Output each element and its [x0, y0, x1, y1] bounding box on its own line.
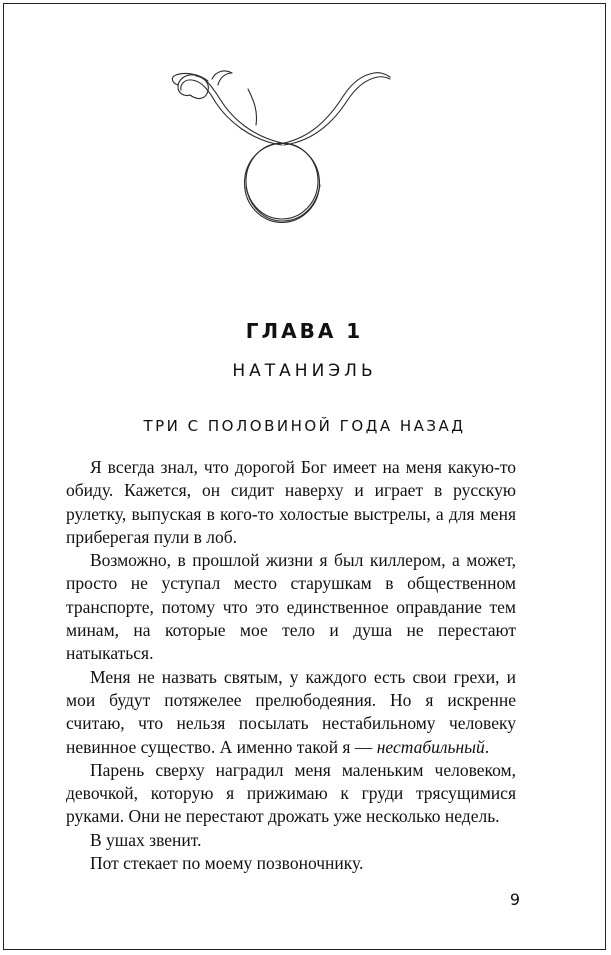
paragraph: В ушах звенит.	[90, 829, 202, 850]
chapter-title: ГЛАВА 1	[245, 319, 364, 343]
time-heading: ТРИ С ПОЛОВИНОЙ ГОДА НАЗАД	[143, 417, 466, 435]
book-page	[3, 3, 606, 950]
paragraph: Пот стекает по моему позвоночнику.	[90, 853, 364, 874]
paragraph	[66, 666, 516, 759]
italic-emphasis: нестабильный	[376, 736, 485, 757]
paragraph: Парень сверху наградил меня маленьким человеком, девочкой, которую я прижимаю к груди трясущимися руками. Они не перестают дрожать уже несколько недель.	[66, 759, 516, 827]
paragraph: Я всегда знал, что дорогой Бог имеет на меня какую-то обиду. Кажется, он сидит наверху и играет в русскую рулетку, выпуская в кого-то холостые выстрелы, а для меня приберегая пули в лоб.	[66, 457, 516, 547]
page-number: 9	[509, 890, 520, 909]
paragraph-text: Меня не назвать святым, у каждого есть свои грехи, и мои будут потяжелее прелюбодеяния. Но я искренне считаю, что нельзя посылать нестабильному человеку невинное существо. А именно такой я —	[66, 666, 516, 757]
narrator-name: НАТАНИЭЛЬ	[232, 361, 377, 381]
taurus-zodiac-icon	[154, 59, 404, 234]
chapter-body	[66, 456, 516, 875]
paragraph-tail: .	[484, 736, 490, 757]
paragraph: Возможно, в прошлой жизни я был киллером, а может, просто не уступал место старушкам в общественном транспорте, потому что это единственное оправдание тем минам, на которые мое тело и душа не перестают натыкаться.	[66, 550, 516, 664]
